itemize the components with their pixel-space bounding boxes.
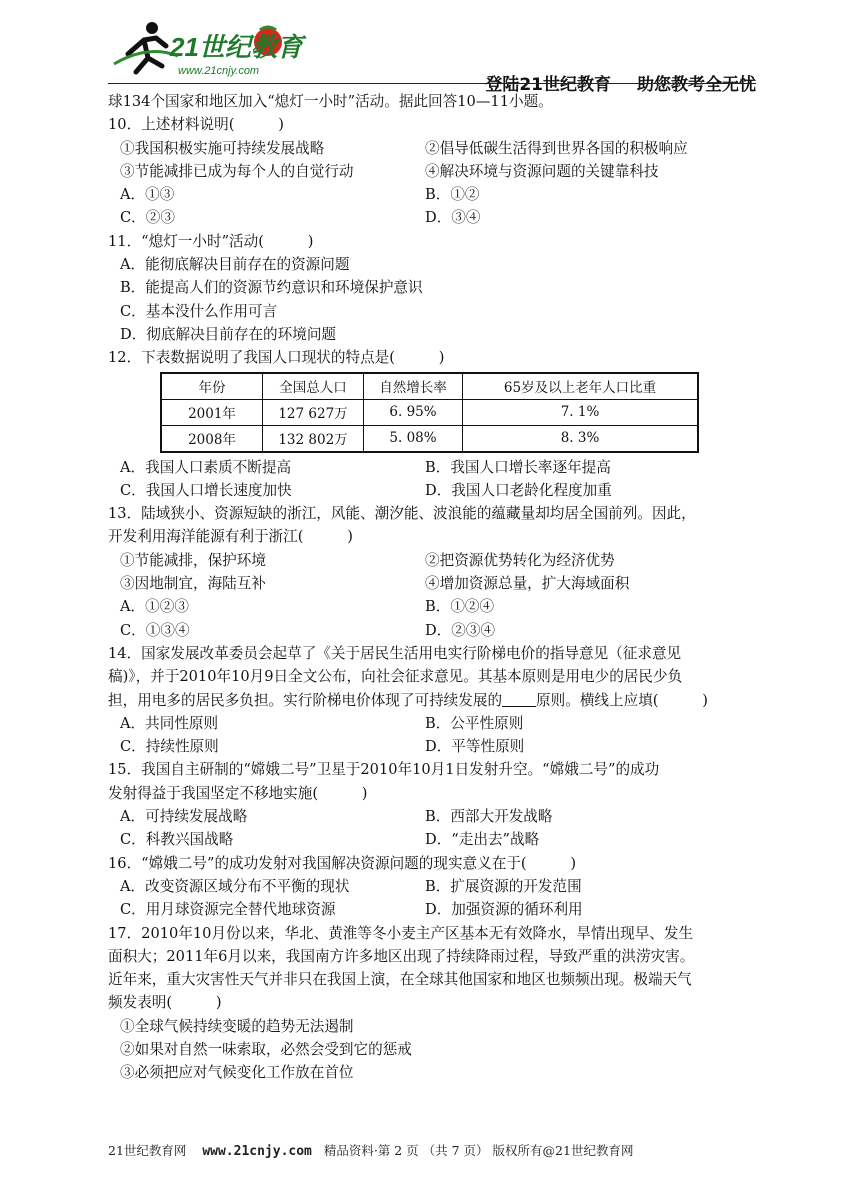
- q14-stem-line2: 稿)》，并于2010年10月9日全文公布，向社会征求意见。其基本原则是用电少的居民少负: [108, 668, 683, 686]
- q13-stem-line2: 开发利用海洋能源有利于浙江( ): [108, 528, 353, 546]
- table-cell: 2001年: [161, 399, 263, 425]
- q10-choices-row1: [108, 183, 758, 206]
- table-row: [161, 399, 698, 425]
- q13-statement-3: ③因地制宜，海陆互补: [120, 575, 266, 593]
- q10-statement-4: ④解决环境与资源问题的关键靠科技: [425, 162, 659, 180]
- q14-choice-d: D．平等性原则: [425, 738, 525, 756]
- logo-url: www.21cnjy.com: [178, 65, 260, 77]
- table-row: [161, 425, 698, 452]
- footer-site: 21世纪教育网: [108, 1143, 187, 1158]
- table-cell: 127 627万: [263, 399, 364, 425]
- logo-text: 21世纪教育: [170, 32, 303, 62]
- q12-choice-b: B．我国人口增长率逐年提高: [425, 458, 611, 476]
- q16-choices-row2: [108, 898, 758, 921]
- q10-choice-d: D．③④: [425, 209, 481, 227]
- site-logo: [108, 14, 308, 80]
- q17-statement-2: ②如果对自然一味索取，必然会受到它的惩戒: [120, 1040, 412, 1058]
- q13-statement-4: ④增加资源总量，扩大海域面积: [425, 575, 630, 593]
- q15-choice-d: D．“走出去”战略: [425, 831, 540, 849]
- table-cell: 6. 95%: [364, 399, 463, 425]
- q12-choice-d: D．我国人口老龄化程度加重: [425, 481, 612, 499]
- table-header-row: [161, 373, 698, 400]
- q11-choice-c: C．基本没什么作用可言: [120, 302, 278, 320]
- q15-choice-a: A．可持续发展战略: [120, 808, 248, 826]
- q12-choices-row2: [108, 479, 758, 502]
- q10-options-row2: [108, 160, 758, 183]
- q14-stem-line1: 14．国家发展改革委员会起草了《关于居民生活用电实行阶梯电价的指导意见（征求意见: [108, 644, 682, 662]
- footer-page-info: 精品资料·第 2 页 （共 7 页） 版权所有@21世纪教育网: [323, 1143, 634, 1158]
- q10-options-row1: [108, 137, 758, 160]
- q16-choice-d: D．加强资源的循环利用: [425, 901, 583, 919]
- q13-statement-2: ②把资源优势转化为经济优势: [425, 551, 615, 569]
- q16-choice-a: A．改变资源区域分布不平衡的现状: [120, 877, 350, 895]
- q13-choice-a: A．①②③: [120, 598, 189, 616]
- fill-in-blank: [502, 692, 536, 707]
- intro-line: 球134个国家和地区加入“熄灯一小时”活动。据此回答10—11小题。: [108, 93, 553, 110]
- q10-choices-row2: [108, 206, 758, 229]
- q15-stem-line1: 15．我国自主研制的“嫦娥二号”卫星于2010年10月1日发射升空。“嫦娥二号”的成功: [108, 761, 660, 779]
- q14-choice-b: B．公平性原则: [425, 714, 524, 732]
- q10-statement-1: ①我国积极实施可持续发展战略: [120, 139, 325, 157]
- q12-choices-row1: [108, 456, 758, 479]
- q17-stem-line3: 近年来，重大灾害性天气并非只在我国上演，在全球其他国家和地区也频频出现。极端天气: [108, 971, 692, 989]
- q17-stem-line1: 17．2010年10月份以来，华北、黄淮等冬小麦主产区基本无有效降水，旱情出现早、发生: [108, 924, 694, 942]
- slogan-right: 助您教考全无忧: [637, 75, 756, 95]
- q11-choice-d: D．彻底解决目前存在的环境问题: [120, 325, 337, 343]
- logo-figure-head-icon: [146, 22, 158, 34]
- q14-choices-row1: [108, 712, 758, 735]
- population-table: [160, 372, 699, 453]
- q16-choice-c: C．用月球资源完全替代地球资源: [120, 901, 336, 919]
- question-content: [108, 90, 758, 1085]
- q16-choice-b: B．扩展资源的开发范围: [425, 877, 582, 895]
- q13-options-row2: [108, 572, 758, 595]
- q10-choice-c: C．②③: [120, 209, 175, 227]
- q10-stem: 10．上述材料说明( ): [108, 116, 284, 134]
- q16-stem: 16．“嫦娥二号”的成功发射对我国解决资源问题的现实意义在于( ): [108, 854, 577, 872]
- q17-statement-1: ①全球气候持续变暖的趋势无法遏制: [120, 1017, 354, 1035]
- q17-statement-3: ③必须把应对气候变化工作放在首位: [120, 1064, 354, 1082]
- q16-choices-row1: [108, 875, 758, 898]
- table-header-cell: 年份: [161, 373, 263, 400]
- table-cell: 8. 3%: [463, 425, 699, 452]
- table-cell: 7. 1%: [463, 399, 699, 425]
- q13-choice-c: C．①③④: [120, 621, 190, 639]
- q11-choice-a: A．能彻底解决目前存在的资源问题: [120, 256, 350, 274]
- table-cell: 5. 08%: [364, 425, 463, 452]
- table-cell: 2008年: [161, 425, 263, 452]
- header-divider: [108, 83, 756, 84]
- q13-choices-row1: [108, 595, 758, 618]
- q17-stem-line4: 频发表明( ): [108, 994, 222, 1012]
- footer-url[interactable]: www.21cnjy.com: [202, 1144, 312, 1159]
- table-cell: 132 802万: [263, 425, 364, 452]
- q10-choice-b: B．①②: [425, 186, 480, 204]
- q13-choices-row2: [108, 619, 758, 642]
- q14-choice-c: C．持续性原则: [120, 738, 219, 756]
- q12-stem: 12．下表数据说明了我国人口现状的特点是( ): [108, 349, 445, 367]
- page-header: [108, 14, 756, 95]
- q14-stem-line3: 担，用电多的居民多负担。实行阶梯电价体现了可持续发展的 原则。横线上应填( ): [108, 691, 708, 709]
- q10-choice-a: A．①③: [120, 186, 175, 204]
- q13-options-row1: [108, 549, 758, 572]
- q15-choices-row1: [108, 805, 758, 828]
- q13-stem-line1: 13．陆域狭小、资源短缺的浙江，风能、潮汐能、波浪能的蕴藏量却均居全国前列。因此，: [108, 505, 696, 523]
- q12-choice-c: C．我国人口增长速度加快: [120, 481, 292, 499]
- q15-stem-line2: 发射得益于我国坚定不移地实施( ): [108, 784, 368, 802]
- q15-choices-row2: [108, 828, 758, 851]
- table-header-cell: 自然增长率: [364, 373, 463, 400]
- table-header-cell: 全国总人口: [263, 373, 364, 400]
- q15-choice-c: C．科教兴国战略: [120, 831, 234, 849]
- q15-choice-b: B．西部大开发战略: [425, 808, 553, 826]
- q10-statement-2: ②倡导低碳生活得到世界各国的积极响应: [425, 139, 688, 157]
- q11-stem: 11．“熄灯一小时”活动( ): [108, 232, 314, 250]
- q14-choice-a: A．共同性原则: [120, 714, 219, 732]
- table-header-cell: 65岁及以上老年人口比重: [463, 373, 699, 400]
- q10-statement-3: ③节能减排已成为每个人的自觉行动: [120, 162, 354, 180]
- q13-statement-1: ①节能减排，保护环境: [120, 551, 266, 569]
- page-footer: [108, 1141, 756, 1159]
- q11-choice-b: B．能提高人们的资源节约意识和环境保护意识: [120, 279, 423, 297]
- q12-choice-a: A．我国人口素质不断提高: [120, 458, 292, 476]
- q13-choice-d: D．②③④: [425, 621, 496, 639]
- q17-stem-line2: 面积大；2011年6月以来，我国南方许多地区出现了持续降雨过程，导致严重的洪涝灾害。: [108, 947, 695, 965]
- q13-choice-b: B．①②④: [425, 598, 495, 616]
- q14-choices-row2: [108, 735, 758, 758]
- slogan-left: 登陆21世纪教育: [485, 75, 611, 95]
